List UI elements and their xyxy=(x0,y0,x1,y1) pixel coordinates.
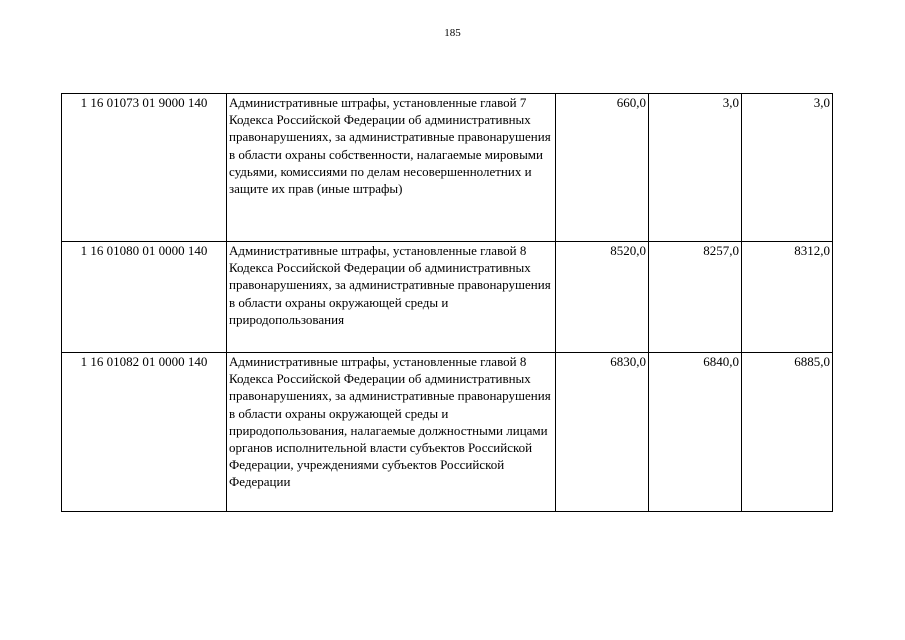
value-cell-year-1: 8520,0 xyxy=(556,242,649,353)
description-cell: Административные штрафы, установленные главой 7 Кодекса Российской Федерации об административных правонарушениях, за административные правонарушения в области охраны собственности, налагаемые мировыми судьями, комиссиями по делам несовершеннолетних и защите их прав (иные штрафы) xyxy=(227,94,556,242)
table-row xyxy=(62,353,833,512)
value-cell-year-3: 3,0 xyxy=(742,94,833,242)
budget-code-cell: 1 16 01073 01 9000 140 xyxy=(62,94,227,242)
description-cell: Административные штрафы, установленные главой 8 Кодекса Российской Федерации об административных правонарушениях, за административные правонарушения в области охраны окружающей среды и природопользования, налагаемые должностными лицами органов исполнительной власти субъектов Российской Федерации, учреждениями субъектов Российской Федерации xyxy=(227,353,556,512)
budget-code-cell: 1 16 01082 01 0000 140 xyxy=(62,353,227,512)
value-cell-year-3: 6885,0 xyxy=(742,353,833,512)
budget-code-cell: 1 16 01080 01 0000 140 xyxy=(62,242,227,353)
value-cell-year-1: 660,0 xyxy=(556,94,649,242)
page-number: 185 xyxy=(444,27,461,39)
budget-table xyxy=(61,93,833,512)
value-cell-year-1: 6830,0 xyxy=(556,353,649,512)
table-row xyxy=(62,94,833,242)
value-cell-year-2: 8257,0 xyxy=(649,242,742,353)
description-cell: Административные штрафы, установленные главой 8 Кодекса Российской Федерации об административных правонарушениях, за административные правонарушения в области охраны окружающей среды и природопользования xyxy=(227,242,556,353)
value-cell-year-3: 8312,0 xyxy=(742,242,833,353)
table-row xyxy=(62,242,833,353)
value-cell-year-2: 3,0 xyxy=(649,94,742,242)
value-cell-year-2: 6840,0 xyxy=(649,353,742,512)
